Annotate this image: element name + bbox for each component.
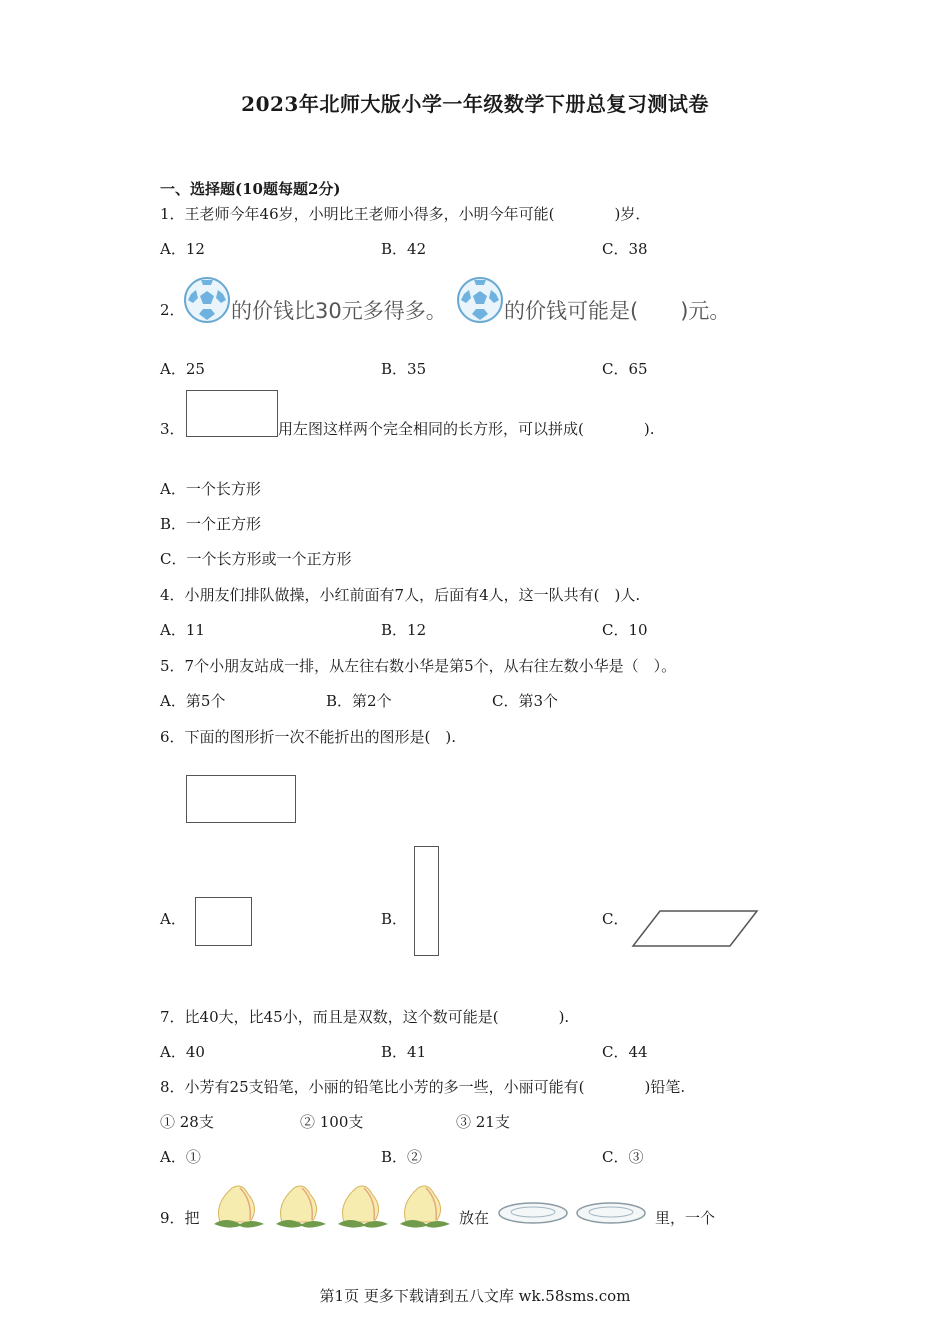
question-2-number: 2． [160, 301, 185, 319]
q8-choice-1: ① 28支 [160, 1113, 214, 1131]
question-9-end: 里，一个 [655, 1209, 716, 1227]
q6-option-c[interactable]: C． [602, 910, 629, 928]
q2-option-c[interactable]: C．65 [602, 360, 648, 378]
q6-option-b[interactable]: B． [381, 910, 408, 928]
question-6: 6．下面的图形折一次不能折出的图形是( ). [160, 728, 457, 746]
plates-image [497, 1198, 647, 1228]
page-title: 2023年北师大版小学一年级数学下册总复习测试卷 [241, 92, 709, 116]
q4-option-a[interactable]: A．11 [160, 621, 205, 639]
square-figure [195, 897, 252, 946]
rectangle-figure [186, 390, 278, 437]
q8-choice-3: ③ 21支 [456, 1113, 510, 1131]
q1-option-a[interactable]: A．12 [160, 240, 205, 258]
q8-choice-2: ② 100支 [300, 1113, 364, 1131]
q2-option-b[interactable]: B．35 [381, 360, 427, 378]
q5-option-a[interactable]: A．第5个 [160, 692, 226, 710]
q8-option-a[interactable]: A．① [160, 1148, 201, 1166]
question-2-part-2: 的价钱可能是( )元。 [504, 299, 731, 323]
peach-icon [276, 1186, 326, 1228]
question-3-number: 3． [160, 420, 185, 438]
question-1: 1．王老师今年46岁，小明比王老师小得多，小明今年可能( )岁． [160, 205, 651, 223]
soccer-ball-icon [183, 276, 231, 324]
question-9-middle: 放在 [459, 1209, 490, 1227]
question-8: 8．小芳有25支铅笔，小丽的铅笔比小芳的多一些，小丽可能有( )铅笔. [160, 1078, 686, 1096]
q1-option-b[interactable]: B．42 [381, 240, 427, 258]
q6-option-a[interactable]: A． [160, 910, 186, 928]
q2-option-a[interactable]: A．25 [160, 360, 205, 378]
q3-option-c[interactable]: C．一个长方形或一个正方形 [160, 550, 352, 568]
peach-icon [400, 1186, 450, 1228]
q1-option-c[interactable]: C．38 [602, 240, 648, 258]
question-9-number: 9．把 [160, 1209, 200, 1227]
paper-rectangle-figure [186, 775, 296, 823]
q3-option-a[interactable]: A．一个长方形 [160, 480, 261, 498]
parallelogram-figure [630, 908, 760, 950]
q7-option-b[interactable]: B．41 [381, 1043, 427, 1061]
q4-option-b[interactable]: B．12 [381, 621, 427, 639]
peach-icon [338, 1186, 388, 1228]
soccer-ball-icon [456, 276, 504, 324]
q5-option-b[interactable]: B．第2个 [326, 692, 392, 710]
question-4: 4．小朋友们排队做操，小红前面有7人，后面有4人，这一队共有( )人. [160, 586, 641, 604]
q7-option-a[interactable]: A．40 [160, 1043, 205, 1061]
plate-icon [577, 1203, 645, 1223]
q3-option-b[interactable]: B．一个正方形 [160, 515, 262, 533]
question-7: 7．比40大，比45小，而且是双数，这个数可能是( ). [160, 1008, 570, 1026]
q4-option-c[interactable]: C．10 [602, 621, 648, 639]
question-3: 用左图这样两个完全相同的长方形，可以拼成( ). [278, 420, 655, 438]
q7-option-c[interactable]: C．44 [602, 1043, 648, 1061]
q8-option-b[interactable]: B．② [381, 1148, 423, 1166]
tall-rectangle-figure [414, 846, 439, 956]
peach-icon [214, 1186, 264, 1228]
q5-option-c[interactable]: C．第3个 [492, 692, 559, 710]
question-5: 5．7个小朋友站成一排，从左往右数小华是第5个，从右往左数小华是（ ）。 [160, 657, 677, 675]
peaches-image [212, 1180, 457, 1230]
question-2-part-1: 的价钱比30元多得多。 [231, 299, 447, 323]
q8-option-c[interactable]: C．③ [602, 1148, 644, 1166]
section-heading: 一、选择题(10题每题2分) [160, 180, 341, 198]
page-footer: 第1页 更多下载请到五八文库 wk.58sms.com [319, 1287, 631, 1305]
plate-icon [499, 1203, 567, 1223]
